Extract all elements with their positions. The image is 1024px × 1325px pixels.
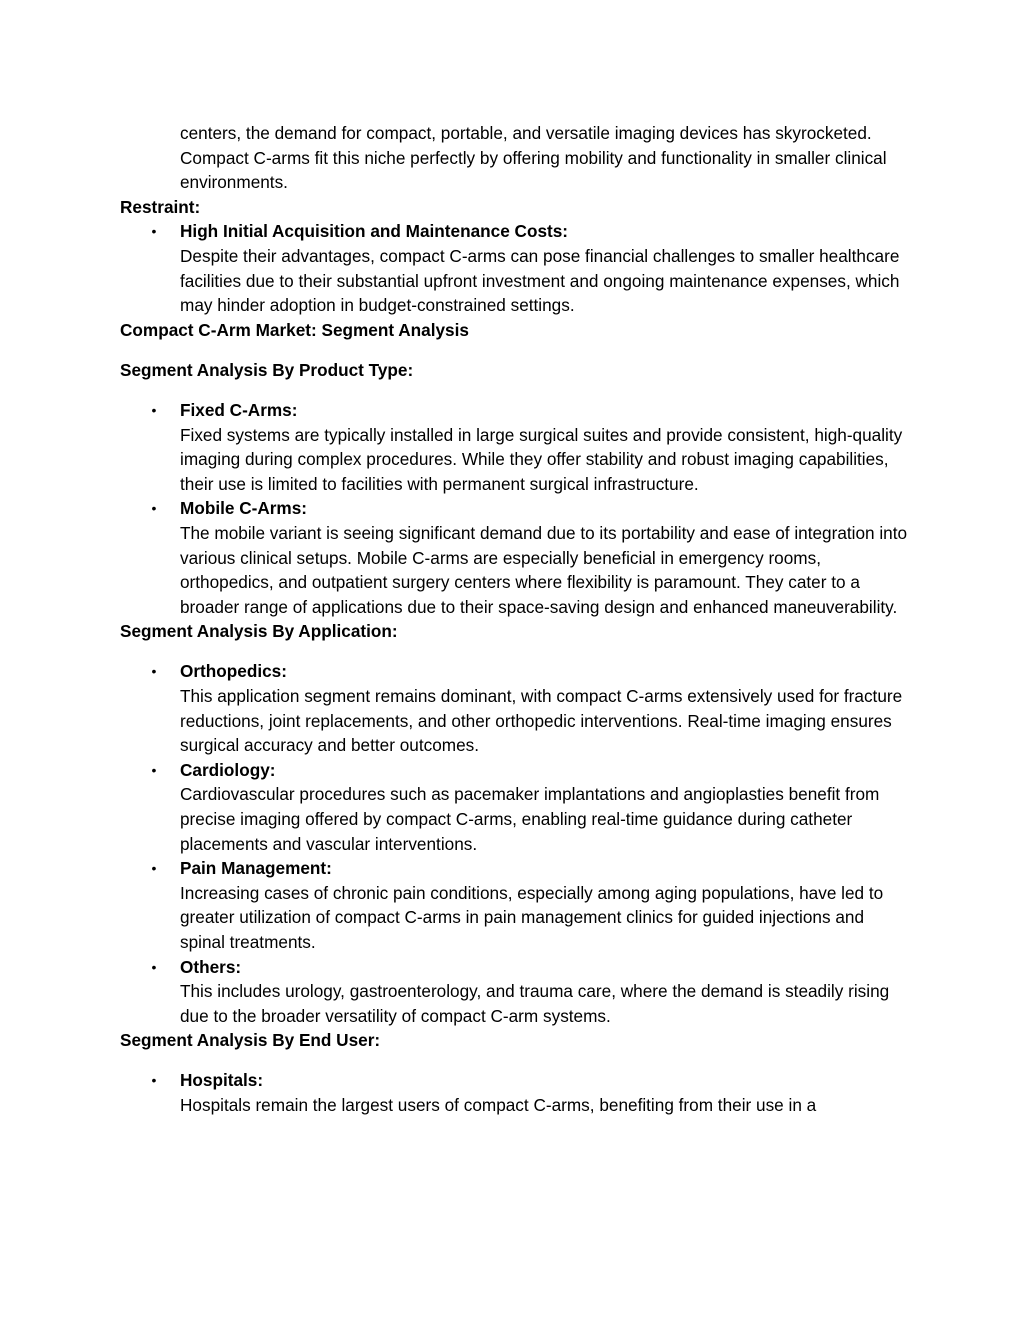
list-item [120,856,910,954]
document-body [120,121,910,1118]
segment-analysis-heading: Compact C-Arm Market: Segment Analysis [120,319,469,340]
list-item [120,1068,910,1117]
bullet-icon: • [151,401,157,418]
list-item-title: Fixed C-Arms: [180,399,298,420]
list-item [120,758,910,856]
application-heading: Segment Analysis By Application: [120,621,398,642]
product-type-list [120,398,910,619]
list-item-body: This includes urology, gastroenterology, and trauma care, where the demand is steadily rising due to the broader versatility of compact C-arm systems. [180,981,890,1026]
list-item [120,219,910,317]
list-item-title: Hospitals: [180,1070,264,1091]
list-item-body: Fixed systems are typically installed in large surgical suites and provide consistent, high-quality imaging during complex procedures. While they offer stability and robust imaging capabilities, their use is limited to facilities with permanent surgical infrastructure. [180,424,903,494]
bullet-icon: • [151,500,157,517]
list-item [120,398,910,496]
list-item-title: Cardiology: [180,759,276,780]
list-item-title: Mobile C-Arms: [180,498,308,519]
bullet-icon: • [151,1072,157,1089]
list-item-body: Increasing cases of chronic pain conditions, especially among aging populations, have led to greater utilization of compact C-arms in pain management clinics for guided injections and spinal treatments. [180,882,884,952]
application-list [120,659,910,1028]
list-item [120,496,910,619]
restraint-list [120,219,910,317]
bullet-icon: • [151,958,157,975]
list-item-body: Hospitals remain the largest users of compact C-arms, benefiting from their use in a [180,1094,817,1115]
list-item-title: High Initial Acquisition and Maintenance Costs: [180,221,569,242]
product-type-heading: Segment Analysis By Product Type: [120,359,414,380]
list-item-body: The mobile variant is seeing significant demand due to its portability and ease of integration into various clinical setups. Mobile C-arms are especially beneficial in emergency rooms, orthopedics, and outpatient surgery centers where flexibility is paramount. They cater to a broader range of applications due to their space-saving design and enhanced maneuverability. [180,522,908,617]
bullet-icon: • [151,223,157,240]
restraint-heading: Restraint: [120,196,201,217]
continuation-paragraph: centers, the demand for compact, portable, and versatile imaging devices has skyrocketed. Compact C-arms fit this niche perfectly by offering mobility and functionality in smaller clinical environments. [180,123,887,193]
list-item-body: Despite their advantages, compact C-arms can pose financial challenges to smaller healthcare facilities due to their substantial upfront investment and ongoing maintenance expenses, which may hinder adoption in budget-constrained settings. [180,245,900,316]
list-item-body: Cardiovascular procedures such as pacemaker implantations and angioplasties benefit from precise imaging offered by compact C-arms, enabling real-time guidance during catheter placements and vascular interventions. [180,784,880,854]
list-item [120,955,910,1029]
bullet-icon: • [151,663,157,680]
bullet-icon: • [151,860,157,877]
bullet-icon: • [151,761,157,778]
end-user-heading: Segment Analysis By End User: [120,1030,381,1051]
list-item [120,659,910,757]
list-item-title: Others: [180,956,242,977]
list-item-title: Orthopedics: [180,661,287,682]
end-user-list [120,1068,910,1117]
list-item-title: Pain Management: [180,858,332,879]
list-item-body: This application segment remains dominant, with compact C-arms extensively used for fracture reductions, joint replacements, and other orthopedic interventions. Real-time imaging ensures surgical accuracy and better outcomes. [180,685,903,756]
